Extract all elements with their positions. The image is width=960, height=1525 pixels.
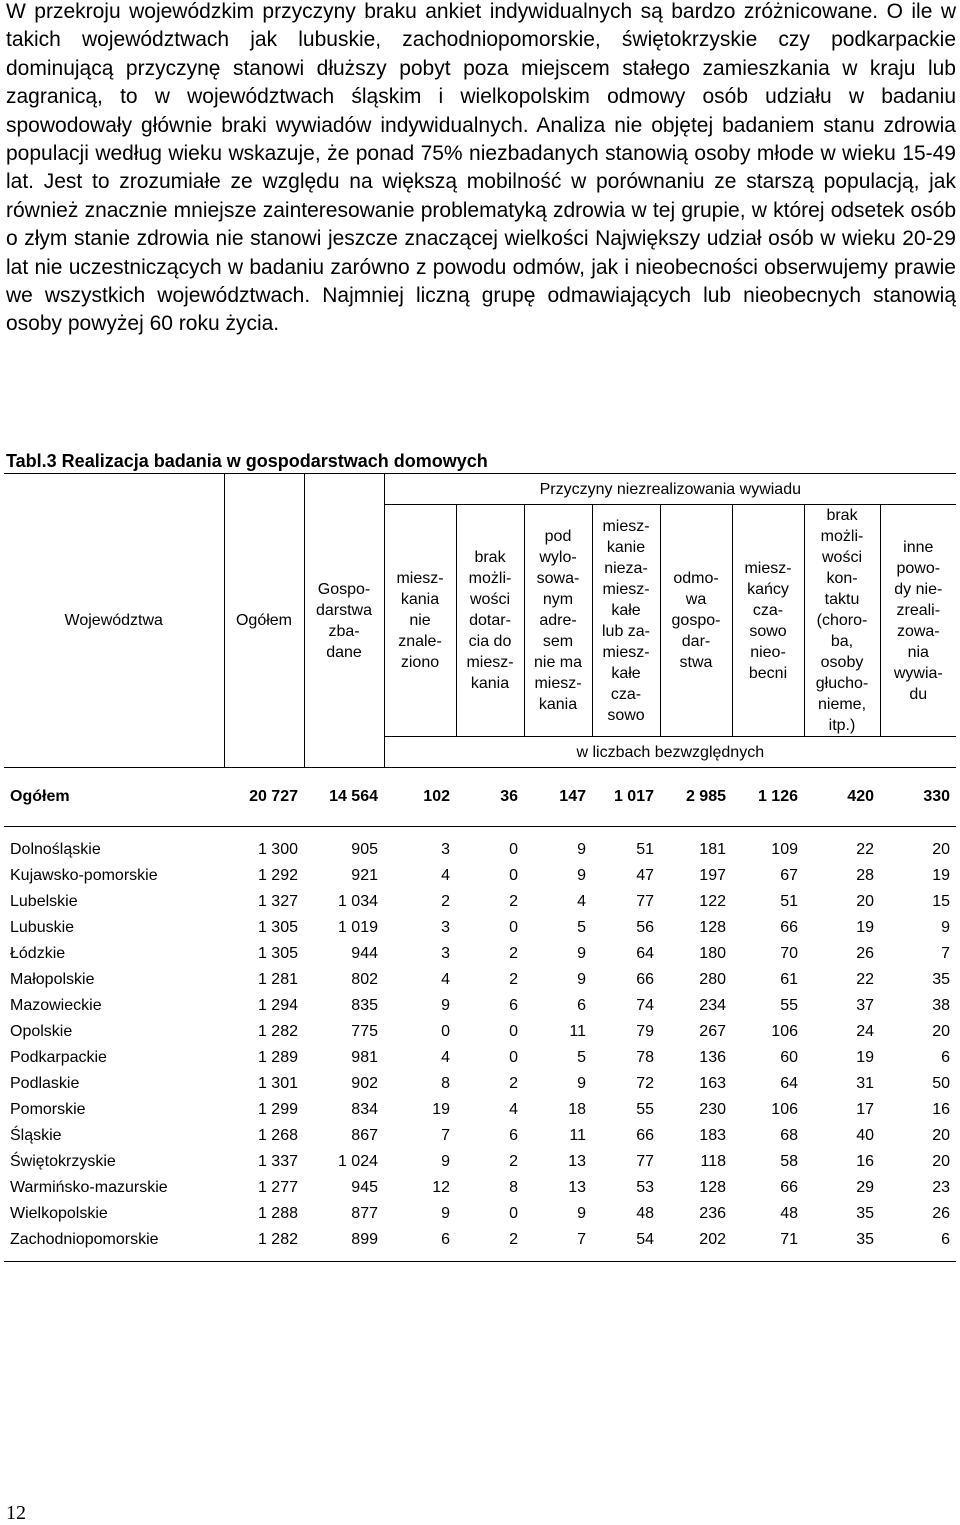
cell: 981 <box>351 1049 378 1066</box>
header-absent: miesz- kańcy cza- sowo nieo- becni <box>732 505 804 737</box>
cell: 280 <box>699 971 726 988</box>
cell: 19 <box>432 1101 450 1118</box>
cell: 4 <box>509 1101 518 1118</box>
cell: 16 <box>932 1101 951 1118</box>
cell: 1 282 <box>257 1023 298 1040</box>
cell: 802 <box>351 971 378 988</box>
cell: 183 <box>699 1127 726 1144</box>
table-row <box>4 1201 956 1227</box>
data-table <box>4 473 956 1262</box>
cell: 5 <box>577 919 586 936</box>
cell: 136 <box>699 1049 726 1066</box>
cell: 40 <box>856 1127 874 1144</box>
cell: 267 <box>699 1023 726 1040</box>
table-row <box>4 1123 956 1149</box>
body-paragraph: W przekroju wojewódzkim przyczyny braku ankiet indywidualnych są bardzo zróżnicowane. O ile w takich województwach jak lubuskie, zachodniopomorskie, świętokrzyskie czy podkarpackie dominującą przyczynę stanowi dłuższy pobyt poza miejscem stałego zamieszkania w kraju lub zagranicą, to w województwach śląskim i wielkopolskim odmowy osób udziału w badaniu spowodowały głównie braki wywiadów indywidualnych. Analiza nie objętej badaniem stanu zdrowia populacji według wieku wskazuje, że ponad 75% niezbadanych stanowią osoby młode w wieku 15-49 lat. Jest to zrozumiałe ze względu na większą mobilność w porównaniu ze starszą populacją, jak również znacznie mniejsze zainteresowanie problematyką zdrowia w tej grupie, w której odsetek osób o złym stanie zdrowia nie stanowi jeszcze znaczącej wielkości Największy udział osób w wieku 20-29 lat nie uczestniczących w badaniu zarówno z powodu odmów, jak i nieobecności obserwujemy prawie we wszystkich województwach. Najmniej liczną grupę odmawiających lub nieobecnych stanowią osoby powyżej 60 roku życia. <box>6 0 956 336</box>
cell: 6 <box>509 997 518 1014</box>
cell: 128 <box>699 919 726 936</box>
cell: 51 <box>780 893 798 910</box>
cell: 877 <box>351 1205 378 1222</box>
header-no-contact: brak możli- wości kon- taktu (choro- ba, osoby głucho- nieme, itp.) <box>804 505 880 737</box>
cell: 72 <box>636 1075 654 1092</box>
cell: 4 <box>441 1049 450 1066</box>
cell: 53 <box>636 1179 654 1196</box>
cell: 775 <box>351 1023 378 1040</box>
cell: 77 <box>636 893 654 910</box>
cell: 1 126 <box>732 768 804 827</box>
cell: 9 <box>941 919 951 936</box>
cell: 77 <box>636 1153 654 1170</box>
cell: 106 <box>771 1023 798 1040</box>
cell: 4 <box>441 971 450 988</box>
row-name: Zachodniopomorskie <box>4 1227 224 1262</box>
cell: 1 019 <box>337 919 378 936</box>
cell: 234 <box>699 997 726 1014</box>
cell: 2 <box>509 945 518 962</box>
row-name: Dolnośląskie <box>10 841 101 858</box>
cell: 19 <box>856 919 874 936</box>
table-row <box>4 967 956 993</box>
cell: 905 <box>351 841 378 858</box>
row-name: Warmińsko-mazurskie <box>10 1179 168 1196</box>
cell: 36 <box>456 768 524 827</box>
cell: 899 <box>304 1227 384 1262</box>
cell: 835 <box>351 997 378 1014</box>
table-row <box>4 889 956 915</box>
cell: 66 <box>636 1127 654 1144</box>
table-caption: Tabl.3 Realizacja badania w gospodarstwach domowych <box>6 450 566 474</box>
cell: 2 <box>509 893 518 910</box>
cell: 9 <box>441 997 450 1014</box>
cell: 18 <box>568 1101 586 1118</box>
cell: 1 292 <box>257 867 298 884</box>
cell: 19 <box>856 1049 874 1066</box>
table-row <box>4 993 956 1019</box>
row-name: Podkarpackie <box>10 1049 107 1066</box>
cell: 9 <box>441 1205 450 1222</box>
cell: 24 <box>856 1023 874 1040</box>
cell: 197 <box>699 867 726 884</box>
row-name: Lubelskie <box>10 893 78 910</box>
cell: 35 <box>932 971 951 988</box>
page-number: 12 <box>6 1502 26 1524</box>
cell: 20 <box>932 1127 951 1144</box>
cell: 944 <box>351 945 378 962</box>
cell: 31 <box>856 1075 874 1092</box>
cell: 1 281 <box>257 971 298 988</box>
row-name: Lubuskie <box>10 919 75 936</box>
cell: 9 <box>577 945 586 962</box>
cell: 50 <box>932 1075 951 1092</box>
cell: 55 <box>780 997 798 1014</box>
table-row <box>4 1045 956 1071</box>
cell: 1 277 <box>257 1179 298 1196</box>
cell: 1 301 <box>257 1075 298 1092</box>
cell: 122 <box>699 893 726 910</box>
cell: 0 <box>509 919 518 936</box>
cell: 66 <box>636 971 654 988</box>
cell: 11 <box>569 1127 586 1144</box>
table-row <box>4 915 956 941</box>
cell: 1 294 <box>257 997 298 1014</box>
cell: 0 <box>509 841 518 858</box>
header-vacant: pod wylo- sowa- nym adre- sem nie ma miesz- kania <box>524 505 592 737</box>
header-other: inne powo- dy nie- zreali- zowa- nia wywia- du <box>880 505 956 737</box>
cell: 118 <box>700 1153 726 1170</box>
cell: 26 <box>932 1205 951 1222</box>
cell: 128 <box>699 1179 726 1196</box>
cell: 20 727 <box>224 768 304 827</box>
header-not-found: miesz- kania nie znale- ziono <box>384 505 456 737</box>
cell: 1 268 <box>257 1127 298 1144</box>
cell: 38 <box>932 997 951 1014</box>
cell: 35 <box>856 1205 874 1222</box>
table-body <box>4 768 956 1262</box>
header-units-note: w liczbach bezwzględnych <box>384 737 956 768</box>
table-row <box>4 1227 956 1262</box>
cell: 20 <box>932 1023 951 1040</box>
row-name: Świętokrzyskie <box>10 1153 116 1170</box>
cell: 7 <box>441 1127 450 1144</box>
cell: 9 <box>577 867 586 884</box>
cell: 8 <box>441 1075 450 1092</box>
cell: 2 <box>509 1153 518 1170</box>
cell: 78 <box>636 1049 654 1066</box>
cell: 834 <box>351 1101 378 1118</box>
cell: 13 <box>568 1179 586 1196</box>
cell: 6 <box>577 997 586 1014</box>
cell: 0 <box>509 867 518 884</box>
cell: 61 <box>780 971 798 988</box>
cell: 0 <box>509 1049 518 1066</box>
cell: 67 <box>780 867 798 884</box>
header-no-access: brak możli- wości dotar- cia do miesz- kania <box>456 505 524 737</box>
cell: 2 <box>509 1075 518 1092</box>
cell: 6 <box>941 1049 951 1066</box>
cell: 9 <box>577 971 586 988</box>
cell: 66 <box>780 919 798 936</box>
cell: 921 <box>351 867 378 884</box>
row-name: Wielkopolskie <box>10 1205 108 1222</box>
cell: 181 <box>699 841 726 858</box>
cell: 1 024 <box>337 1153 378 1170</box>
cell: 9 <box>577 1075 586 1092</box>
cell: 0 <box>509 1023 518 1040</box>
row-name: Łódzkie <box>10 945 66 962</box>
cell: 9 <box>577 1205 586 1222</box>
table-row <box>4 1071 956 1097</box>
cell: 15 <box>932 893 951 910</box>
cell: 1 299 <box>257 1101 298 1118</box>
cell: 48 <box>636 1205 654 1222</box>
cell: 20 <box>856 893 874 910</box>
header-region: Województwa <box>4 474 224 768</box>
row-name: Pomorskie <box>10 1101 86 1118</box>
cell: 1 327 <box>257 893 298 910</box>
cell: 37 <box>856 997 874 1014</box>
cell: 1 289 <box>257 1049 298 1066</box>
cell: 230 <box>699 1101 726 1118</box>
cell: 66 <box>780 1179 798 1196</box>
header-reasons-group: Przyczyny niezrealizowania wywiadu <box>384 474 956 505</box>
cell: 5 <box>577 1049 586 1066</box>
header-uninhabited: miesz- kanie nieza- miesz- kałe lub za- miesz- kałe cza- sowo <box>592 505 660 737</box>
cell: 163 <box>699 1075 726 1092</box>
cell: 7 <box>524 1227 592 1262</box>
cell: 17 <box>856 1101 874 1118</box>
cell: 1 305 <box>257 945 298 962</box>
row-name: Opolskie <box>10 1023 73 1040</box>
cell: 147 <box>524 768 592 827</box>
cell: 2 <box>509 971 518 988</box>
cell: 6 <box>384 1227 456 1262</box>
cell: 1 282 <box>224 1227 304 1262</box>
cell: 1 288 <box>257 1205 298 1222</box>
cell: 19 <box>932 867 951 884</box>
row-name: Śląskie <box>10 1127 62 1144</box>
cell: 79 <box>636 1023 654 1040</box>
cell: 330 <box>880 768 956 827</box>
cell: 47 <box>636 867 654 884</box>
table-row <box>4 827 956 864</box>
table-row <box>4 1149 956 1175</box>
cell: 13 <box>568 1153 586 1170</box>
cell: 20 <box>932 1153 951 1170</box>
cell: 60 <box>780 1049 798 1066</box>
cell: 71 <box>732 1227 804 1262</box>
header-total: Ogółem <box>224 474 304 768</box>
cell: 3 <box>441 945 450 962</box>
row-name: Małopolskie <box>10 971 95 988</box>
cell: 58 <box>780 1153 798 1170</box>
table-row <box>4 941 956 967</box>
cell: 56 <box>636 919 654 936</box>
cell: 1 300 <box>257 841 298 858</box>
cell: 20 <box>932 841 951 858</box>
cell: 55 <box>636 1101 654 1118</box>
cell: 202 <box>660 1227 732 1262</box>
cell: 28 <box>856 867 874 884</box>
row-name: Mazowieckie <box>10 997 102 1014</box>
cell: 26 <box>856 945 874 962</box>
cell: 2 <box>456 1227 524 1262</box>
table-row <box>4 1097 956 1123</box>
cell: 4 <box>577 893 586 910</box>
cell: 902 <box>351 1075 378 1092</box>
cell: 8 <box>509 1179 518 1196</box>
cell: 1 337 <box>257 1153 298 1170</box>
cell: 945 <box>351 1179 378 1196</box>
cell: 70 <box>780 945 798 962</box>
cell: 0 <box>441 1023 450 1040</box>
cell: 64 <box>636 945 654 962</box>
cell: 64 <box>780 1075 798 1092</box>
cell: 236 <box>699 1205 726 1222</box>
cell: 29 <box>856 1179 874 1196</box>
cell: 109 <box>771 841 798 858</box>
cell: 420 <box>804 768 880 827</box>
cell: 2 985 <box>660 768 732 827</box>
cell: 9 <box>441 1153 450 1170</box>
cell: 54 <box>592 1227 660 1262</box>
cell: 102 <box>384 768 456 827</box>
cell: 9 <box>577 841 586 858</box>
cell: 180 <box>699 945 726 962</box>
cell: 0 <box>509 1205 518 1222</box>
cell: 2 <box>441 893 450 910</box>
table-row-total <box>4 768 956 827</box>
header-surveyed: Gospo- darstwa zba- dane <box>304 474 384 768</box>
table-row <box>4 1019 956 1045</box>
cell: 3 <box>441 919 450 936</box>
cell: 4 <box>441 867 450 884</box>
cell: 23 <box>932 1179 951 1196</box>
table-row <box>4 863 956 889</box>
cell: 35 <box>804 1227 880 1262</box>
cell: 12 <box>432 1179 450 1196</box>
table-row <box>4 1175 956 1201</box>
row-name: Ogółem <box>4 768 224 827</box>
cell: 74 <box>636 997 654 1014</box>
cell: 1 034 <box>337 893 378 910</box>
cell: 22 <box>856 841 874 858</box>
header-refusal: odmo- wa gospo- dar- stwa <box>660 505 732 737</box>
cell: 48 <box>780 1205 798 1222</box>
cell: 68 <box>780 1127 798 1144</box>
cell: 51 <box>636 841 654 858</box>
cell: 1 305 <box>257 919 298 936</box>
cell: 867 <box>351 1127 378 1144</box>
cell: 6 <box>509 1127 518 1144</box>
cell: 11 <box>569 1023 586 1040</box>
row-name: Podlaskie <box>10 1075 80 1092</box>
cell: 14 564 <box>304 768 384 827</box>
cell: 16 <box>856 1153 874 1170</box>
cell: 3 <box>441 841 450 858</box>
cell: 6 <box>880 1227 956 1262</box>
cell: 1 017 <box>592 768 660 827</box>
cell: 7 <box>941 945 951 962</box>
cell: 22 <box>856 971 874 988</box>
cell: 106 <box>771 1101 798 1118</box>
row-name: Kujawsko-pomorskie <box>10 867 158 884</box>
